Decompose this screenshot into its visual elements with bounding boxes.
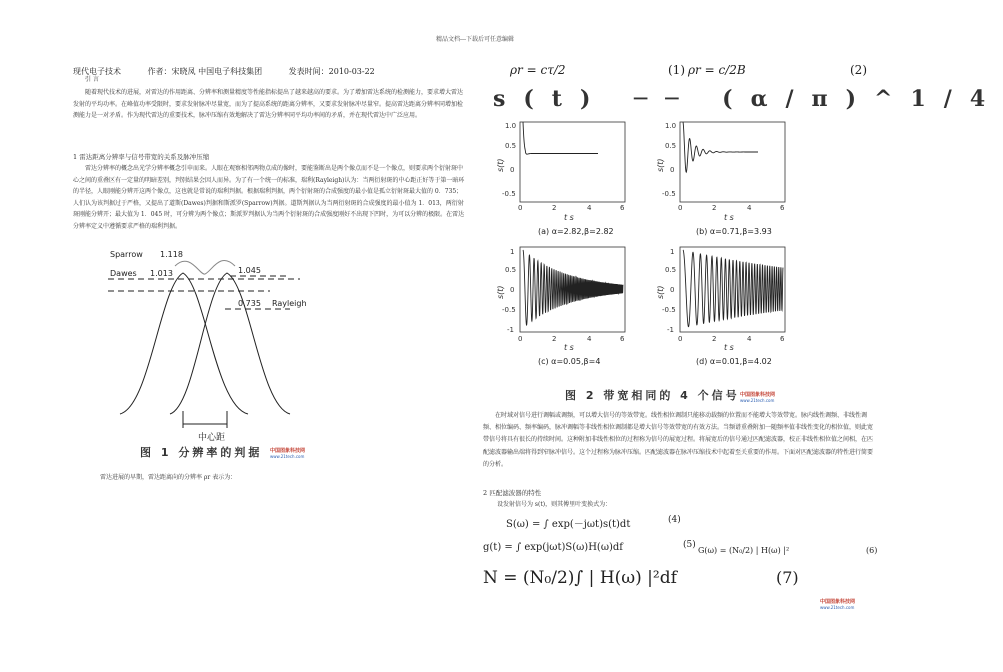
intro-paragraph: 随着现代技术的进展，对雷达的作用距离、分辨率和测量精度等性能指标提出了越来越高的要求。为了增加雷达系统的检测能力，要求增大雷达发射的平均功率。在峰值功率受限时，要求发射脉冲尽量宽，而为了提高系统的距离分辨率，又要求发射脉冲尽量窄。提高雷达距离分辨率同增加检测能力是一对矛盾。作为现代雷达的重要技术，脉冲压缩有效地解决了雷达分辨率同平均功率间的矛盾，并在现代雷达中广泛应用。 (73, 89, 464, 119)
logo-text: 中国图象科技网 (270, 448, 306, 454)
ytick-b-4: -0.5 (662, 190, 676, 198)
panel-d (656, 247, 785, 366)
ylabel-b: s(t) (656, 158, 665, 172)
logo-text: 中国图象科技网 (740, 392, 776, 398)
equation-2-number: (2) (850, 63, 867, 77)
intro-heading: 引 言 (85, 76, 99, 83)
equation-1-number: (1) (668, 63, 685, 77)
logo-url: www.21tech.com (820, 605, 855, 610)
signal-c-line (523, 250, 623, 325)
xtick-d-4: 6 (780, 335, 785, 343)
value-1045: 1.045 (238, 266, 261, 275)
logo-text: 中国图象科技网 (820, 599, 856, 605)
xtick-c-1: 0 (518, 335, 523, 343)
equation-6: G(ω) = (N₀/2) | H(ω) |² (698, 546, 790, 555)
ytick-c-1: 1 (510, 248, 515, 256)
ytick-a-2: 0.5 (505, 142, 517, 150)
section1-heading: 1 雷达距离分辨率与信号带宽的关系及脉冲压缩 (73, 153, 210, 161)
ylabel-a: s(t) (496, 158, 505, 172)
caption-c: (c) α=0.05,β=4 (538, 357, 601, 366)
xlabel-c: t s (564, 343, 574, 352)
left-bottom-paragraph: 雷达进展的早期，雷达距离向的分辨率 ρr 表示为： (100, 474, 237, 481)
ytick-a-4: -0.5 (502, 190, 516, 198)
xtick-a-3: 4 (587, 204, 592, 212)
xtick-a-2: 2 (552, 204, 557, 212)
signal-d-line (683, 250, 783, 327)
figure1-caption: 图 1 分辨率的判据 (140, 446, 263, 459)
article-meta (73, 66, 399, 77)
ytick-b-2: 0.5 (665, 142, 677, 150)
xlabel-a: t s (564, 213, 574, 222)
equation-5-number: (5) (683, 540, 696, 550)
sparrow-value: 1.118 (160, 250, 183, 259)
xtick-b-3: 4 (747, 204, 752, 212)
panel-a (496, 122, 625, 236)
equation-7: N = (N₀/2)∫ | H(ω) |²df (483, 568, 677, 588)
ytick-d-4: -0.5 (662, 306, 676, 314)
equation-5: g(t) = ∫ exp(jωt)S(ω)H(ω)df (483, 542, 623, 553)
xtick-b-1: 0 (678, 204, 683, 212)
ytick-c-3: 0 (510, 286, 515, 294)
xlabel-b: t s (724, 213, 734, 222)
figure2-caption: 图 2 带宽相同的 4 个信号 (565, 389, 740, 402)
panel-c (496, 247, 625, 366)
caption-a: (a) α=2.82,β=2.82 (538, 227, 614, 236)
ylabel-c: s(t) (496, 285, 505, 299)
source-label: 现代电子技术 (73, 67, 121, 76)
xtick-a-1: 0 (518, 204, 523, 212)
xtick-a-4: 6 (620, 204, 625, 212)
garbled-equation: s(t) ── (α/π)^1/4 (493, 86, 1003, 112)
xtick-d-1: 0 (678, 335, 683, 343)
caption-d: (d) α=0.01,β=4.02 (696, 357, 772, 366)
equation-6-number: (6) (866, 546, 878, 555)
equation-7-number: (7) (776, 568, 799, 587)
watermark-logo-3 (820, 599, 855, 611)
right-paragraph-1: 在时域对信号进行调幅或调频，可以增大信号的等效带宽。线性相位调制只能移动载频的位置而不能增大等效带宽。脉内线性调频、非线性调频、相位编码、频率编码，脉冲调幅等非线性相位调制都是增大信号等效带宽的有效方法。当频谱重叠附加一随频率值非线性变化的相位值，则此宽带信号将具有很长的持续时间。这种附加非线性相位的过程称为信号的展宽过程。将展宽后的信号通过匹配滤波器，校正非线性相位值之间相，在匹配滤波器输出端将得到窄脉冲信号。这个过程称为脉冲压缩。匹配滤波器在脉冲压缩技术中起着至关重要的作用。下面对匹配滤波器的特性进行简要的分析。 (483, 412, 874, 468)
ytick-a-1: 1.0 (505, 122, 517, 130)
figure1-resolution-criteria (80, 246, 380, 446)
center-distance-label: 中心距 (198, 433, 226, 443)
xtick-c-2: 2 (552, 335, 557, 343)
ytick-a-3: 0 (510, 166, 515, 174)
ytick-d-3: 0 (670, 286, 675, 294)
section1-paragraph: 雷达分辨率的概念出光学分辨率概念引申而来。人眼在观察相邻两物点成的像时，要能鉴断出是两个像点而不是一个像点，则要求两个衍射斑中心之间的重叠区有一定量的明暗差别，判别结果会因人而异。为了有一个统一的标准，瑞利(Rayleigh)认为：当两衍射斑的中心距正好等于第一暗环的半径，人眼刚能分辨开这两个像点，这也就是常说的瑞利判据。根据瑞利判据，两个衍射斑的合成强度的最小值是孤立衍射斑最大值的 0．735；人们认为该判据过于严格，又提出了道斯(Dawes)判据和斯派罗(Sparrow)判据。道斯判据认为当两衍射斑的合成强度的最小值为 1．013，两衍射斑刚能分辨开；最大值为 1．045 时，可分辨为两个像点；斯派罗判据认为当两个衍射斑的合成强度刚好不出现下凹时，为可以分辨的极限。在雷达分辨率定义中遵循要求严格的瑞利判据。 (73, 165, 465, 230)
equation-4: S(ω) = ∫ exp(－jωt)s(t)dt (506, 519, 631, 530)
ytick-d-5: -1 (667, 326, 674, 334)
author-label: 作者：宋晓凤 中国电子科技集团 (147, 67, 263, 76)
logo-url: www.21tech.com (740, 398, 775, 403)
xtick-c-4: 6 (620, 335, 625, 343)
signal-a-line (523, 122, 598, 154)
watermark-logo-2 (740, 392, 775, 404)
ytick-c-2: 0.5 (505, 266, 517, 274)
ytick-d-2: 0.5 (665, 266, 677, 274)
rayleigh-label: Rayleigh (272, 299, 307, 308)
xtick-b-4: 6 (780, 204, 785, 212)
figure2-signals (496, 112, 830, 372)
section2-intro: 设发射信号为 s(t)，则其傅里叶变换式为： (497, 501, 612, 508)
left-diffraction-curve (120, 273, 248, 414)
dawes-value: 1.013 (150, 269, 173, 278)
ytick-b-3: 0 (670, 166, 675, 174)
xtick-d-3: 4 (747, 335, 752, 343)
sum-curve (175, 260, 235, 274)
ylabel-d: s(t) (656, 285, 665, 299)
panel-b (656, 122, 785, 236)
equation-1: ρr = cτ/2 (510, 63, 566, 77)
xtick-b-2: 2 (712, 204, 717, 212)
ytick-d-1: 1 (670, 248, 675, 256)
equation-1b: ρr = c/2B (688, 63, 746, 77)
ytick-c-4: -0.5 (502, 306, 516, 314)
caption-b: (b) α=0.71,β=3.93 (696, 227, 772, 236)
page-header: 精品文档---下载后可任意编辑 (435, 36, 515, 43)
sparrow-label: Sparrow (110, 250, 143, 259)
ytick-c-5: -1 (507, 326, 514, 334)
xtick-c-3: 4 (587, 335, 592, 343)
equation-4-number: (4) (668, 515, 681, 525)
rayleigh-value: 0.735 (238, 299, 261, 308)
right-diffraction-curve (170, 273, 290, 414)
ytick-b-1: 1.0 (665, 122, 677, 130)
signal-b-line (683, 122, 758, 172)
date-label: 发表时间：2010-03-22 (288, 67, 375, 76)
xlabel-d: t s (724, 343, 734, 352)
logo-url: www.21tech.com (270, 454, 305, 459)
xtick-d-2: 2 (712, 335, 717, 343)
dawes-label: Dawes (110, 269, 137, 278)
section2-heading: 2 匹配滤波器的特性 (483, 489, 542, 497)
watermark-logo-1 (270, 448, 305, 460)
